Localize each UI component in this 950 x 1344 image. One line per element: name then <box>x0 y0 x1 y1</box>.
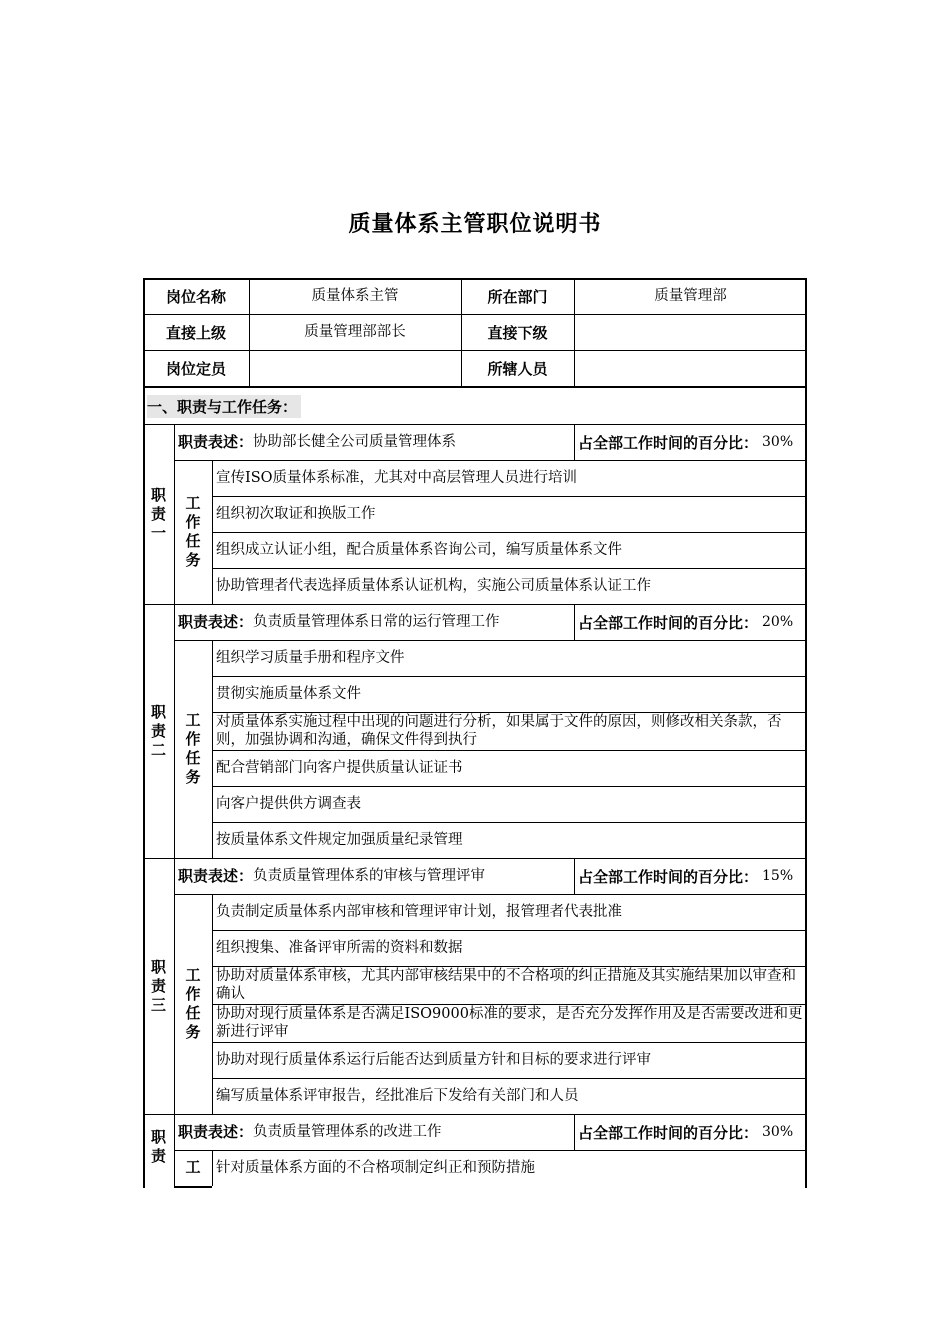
superior-value: 质量管理部部长 <box>304 324 406 340</box>
task-label-char: 工 <box>185 711 201 729</box>
desc-text: 负责质量管理体系日常的运行管理工作 <box>253 614 500 630</box>
task-item: 组织初次取证和换版工作 <box>216 506 376 522</box>
pct-label: 占全部工作时间的百分比： <box>578 867 759 886</box>
duty-name <box>143 1114 174 1186</box>
task-label-char: 工 <box>185 1158 201 1176</box>
pct-value: 30% <box>762 434 794 450</box>
duty-desc <box>174 858 574 894</box>
task-label-char: 务 <box>185 1023 201 1041</box>
task-item: 协助管理者代表选择质量体系认证机构，实施公司质量体系认证工作 <box>216 578 651 594</box>
header-col-rule <box>461 278 462 386</box>
duty-name-char: 一 <box>150 523 166 542</box>
task-label-char: 工 <box>185 494 201 512</box>
task-label <box>174 460 212 604</box>
pct-label: 占全部工作时间的百分比： <box>578 613 759 632</box>
position-label: 岗位名称 <box>165 287 226 306</box>
task-item: 贯彻实施质量体系文件 <box>216 686 361 702</box>
header-col-rule <box>249 278 250 386</box>
task-rule <box>212 712 807 713</box>
duty-desc <box>174 424 574 460</box>
task-item: 宣传ISO质量体系标准，尤其对中高层管理人员进行培训 <box>216 470 578 486</box>
pct-divider <box>574 604 575 640</box>
duty-pct <box>574 1114 807 1150</box>
position-value: 质量体系主管 <box>311 288 399 304</box>
task-item: 负责制定质量体系内部审核和管理评审计划，报管理者代表批准 <box>216 904 622 920</box>
task-label-divider <box>212 640 213 858</box>
duty-name <box>143 424 174 604</box>
task-item: 向客户提供供方调查表 <box>216 796 361 812</box>
desc-text: 协助部长健全公司质量管理体系 <box>253 434 457 450</box>
task-rule <box>212 1004 807 1005</box>
duty-bottom-rule <box>143 1114 807 1115</box>
task-label-divider <box>212 894 213 1114</box>
task-label-divider <box>212 460 213 604</box>
desc-bottom-rule <box>174 1150 807 1151</box>
task-label <box>174 894 212 1114</box>
task-label <box>174 1150 212 1186</box>
duty-name-char: 职 <box>150 485 166 504</box>
task-item: 组织成立认证小组，配合质量体系咨询公司，编写质量体系文件 <box>216 542 622 558</box>
duty-name <box>143 858 174 1114</box>
duty-desc <box>174 1114 574 1150</box>
duty-pct <box>574 858 807 894</box>
task-rule <box>212 532 807 533</box>
duty-name-divider <box>174 858 175 1114</box>
desc-prefix: 职责表述： <box>178 433 254 451</box>
task-item: 按质量体系文件规定加强质量纪录管理 <box>216 832 463 848</box>
duty-name-divider <box>174 1114 175 1186</box>
task-label-char: 作 <box>185 730 201 748</box>
task-item: 对质量体系实施过程中出现的问题进行分析，如果属于文件的原因，则修改相关条款，否则，加强协调和沟通，确保文件得到执行 <box>216 714 782 748</box>
dept-value: 质量管理部 <box>654 288 727 304</box>
task-item: 配合营销部门向客户提供质量认证证书 <box>216 760 463 776</box>
duty-name-char: 职 <box>150 1128 166 1146</box>
task-rule <box>212 568 807 569</box>
task-label-char: 任 <box>185 1004 201 1022</box>
desc-bottom-rule <box>174 894 807 895</box>
desc-bottom-rule <box>174 460 807 461</box>
task-label-char: 务 <box>185 551 201 569</box>
pct-value: 30% <box>762 1124 794 1140</box>
headcount-value <box>249 350 461 386</box>
table-left-border <box>143 278 145 1188</box>
duty-name-char: 职 <box>150 957 166 976</box>
pct-divider <box>574 1114 575 1150</box>
superior-label: 直接上级 <box>165 323 226 342</box>
task-label-char: 作 <box>185 985 201 1003</box>
header-col-rule <box>574 278 575 386</box>
duty-name-char: 二 <box>150 740 166 759</box>
task-rule <box>212 496 807 497</box>
task-rule <box>212 1078 807 1079</box>
subordinate-value <box>574 314 807 350</box>
task-rule <box>212 786 807 787</box>
pct-value: 20% <box>762 614 794 630</box>
task-rule <box>212 1042 807 1043</box>
task-label-char: 务 <box>185 768 201 786</box>
duty-name-divider <box>174 424 175 604</box>
task-rule <box>212 676 807 677</box>
task-item: 组织学习质量手册和程序文件 <box>216 650 405 666</box>
task-item: 针对质量体系方面的不合格项制定纠正和预防措施 <box>216 1160 535 1176</box>
table-right-border <box>805 278 807 1188</box>
task-item: 协助对质量体系审核，尤其内部审核结果中的不合格项的纠正措施及其实施结果加以审查和确认 <box>216 968 796 1002</box>
task-item: 编写质量体系评审报告，经批准后下发给有关部门和人员 <box>216 1088 579 1104</box>
task-label <box>174 640 212 858</box>
duty-pct <box>574 424 807 460</box>
duty-desc <box>174 604 574 640</box>
header-bottom-border <box>143 386 807 388</box>
page-title: 质量体系主管职位说明书 <box>348 212 602 237</box>
header-row-rule <box>143 350 807 351</box>
task-item: 协助对现行质量体系是否满足ISO9000标准的要求，是否充分发挥作用及是否需要改进和更新进行评审 <box>216 1006 803 1040</box>
duty-name-char: 责 <box>150 721 166 740</box>
pct-value: 15% <box>762 868 794 884</box>
section-bottom-rule <box>143 424 807 425</box>
task-rule <box>212 966 807 967</box>
task-rule <box>212 750 807 751</box>
duty-bottom-rule <box>143 604 807 605</box>
duty-bottom-rule <box>143 858 807 859</box>
task-item: 组织搜集、准备评审所需的资料和数据 <box>216 940 463 956</box>
task-label-char: 工 <box>185 966 201 984</box>
task-label-divider <box>212 1150 213 1186</box>
managed-value <box>574 350 807 386</box>
table-top-border <box>143 278 807 280</box>
task-label-char: 任 <box>185 749 201 767</box>
subordinate-label: 直接下级 <box>487 323 548 342</box>
pct-divider <box>574 858 575 894</box>
headcount-label: 岗位定员 <box>165 359 226 378</box>
desc-prefix: 职责表述： <box>178 1123 254 1141</box>
desc-prefix: 职责表述： <box>178 613 254 631</box>
task-rule <box>212 822 807 823</box>
pct-divider <box>574 424 575 460</box>
duty-pct <box>574 604 807 640</box>
desc-bottom-rule <box>174 640 807 641</box>
task-rule <box>212 930 807 931</box>
duty-name <box>143 604 174 858</box>
duty-name-char: 责 <box>150 1147 166 1165</box>
dept-label: 所在部门 <box>487 287 548 306</box>
task-label-char: 作 <box>185 513 201 531</box>
task-label-char: 任 <box>185 532 201 550</box>
duty-name-char: 责 <box>150 504 166 523</box>
pct-label: 占全部工作时间的百分比： <box>578 433 759 452</box>
duty-name-char: 三 <box>150 995 166 1014</box>
section-title: 一、职责与工作任务： <box>143 388 807 424</box>
header-row-rule <box>143 314 807 315</box>
desc-prefix: 职责表述： <box>178 867 254 885</box>
duty-name-divider <box>174 604 175 858</box>
task-item: 协助对现行质量体系运行后能否达到质量方针和目标的要求进行评审 <box>216 1052 651 1068</box>
pct-label: 占全部工作时间的百分比： <box>578 1123 759 1142</box>
task-label-bottom <box>174 1186 212 1188</box>
desc-text: 负责质量管理体系的改进工作 <box>253 1124 442 1140</box>
job-description-table <box>143 278 807 1195</box>
duty-name-char: 责 <box>150 976 166 995</box>
managed-label: 所辖人员 <box>487 359 548 378</box>
desc-text: 负责质量管理体系的审核与管理评审 <box>253 868 486 884</box>
duty-name-char: 职 <box>150 702 166 721</box>
